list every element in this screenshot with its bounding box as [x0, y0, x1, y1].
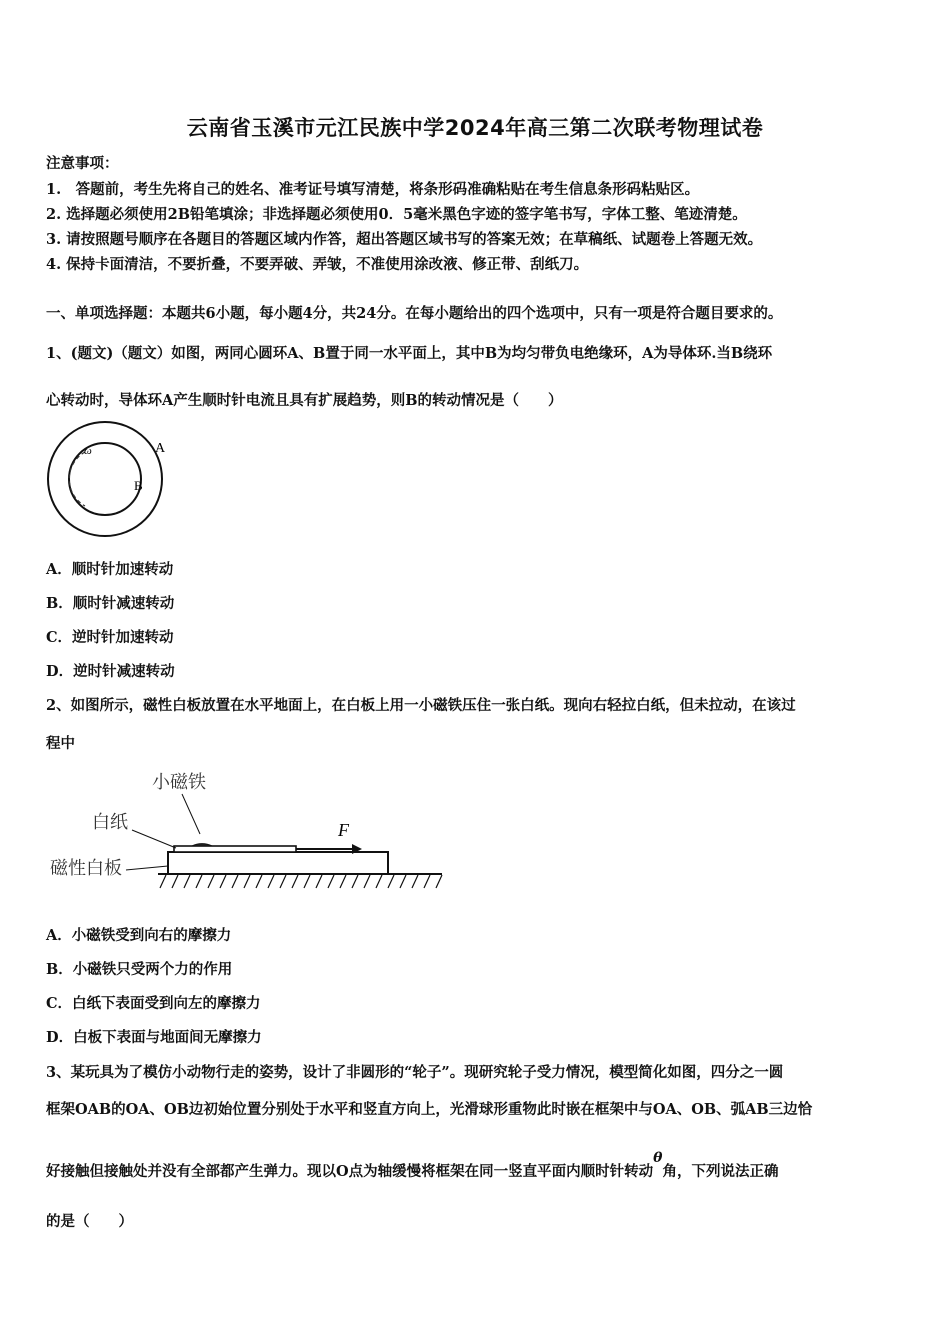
q3-text-line3-start: 好接触但接触处并没有全部都产生弹力。现以O点为轴缓慢将框架在同一竖直平面内顺时针转动: [46, 1163, 654, 1180]
magnet-leader-line: [182, 794, 200, 834]
q1-option-a[interactable]: A．顺时针加速转动: [46, 561, 174, 578]
q2-option-d[interactable]: D．白板下表面与地面间无摩擦力: [46, 1029, 262, 1046]
q1-option-c[interactable]: C．逆时针加速转动: [46, 629, 174, 646]
q3-text-line1: 3、某玩具为了模仿小动物行走的姿势，设计了非圆形的“轮子”。现研究轮子受力情况，模型简化如图，四分之一圆: [46, 1064, 784, 1081]
q2-option-c[interactable]: C．白纸下表面受到向左的摩擦力: [46, 995, 261, 1012]
q3-text-line3: [46, 1150, 779, 1181]
ground-hatch: [160, 875, 442, 888]
force-label: F: [338, 820, 349, 840]
ring-a: [48, 422, 162, 536]
small-magnet: [192, 844, 212, 846]
q1-option-d[interactable]: D．逆时针减速转动: [46, 663, 175, 680]
q1-text-line1: 1、(题文)（题文）如图，两同心圆环A、B置于同一水平面上，其中B为均匀带负电绝缘环，A为导体环.当B绕环: [46, 345, 773, 362]
magnetic-board: [168, 852, 388, 874]
notice-item: 4. 保持卡面清洁，不要折叠，不要弄破、弄皱，不准使用涂改液、修正带、刮纸刀。: [46, 256, 589, 273]
q1-rings-figure: [40, 420, 180, 540]
q3-text-line2: 框架OAB的OA、OB边初始位置分别处于水平和竖直方向上，光滑球形重物此时嵌在框架中与OA、OB、弧AB三边恰: [46, 1101, 813, 1118]
notice-heading: 注意事项：: [46, 155, 119, 172]
q3-text-line4: 的是（ ）: [46, 1213, 133, 1230]
board-label: 磁性白板: [50, 858, 122, 879]
q3-text-line3-end: 角，下列说法正确: [662, 1163, 779, 1180]
notice-item: 1. 答题前，考生先将自己的姓名、准考证号填写清楚，将条形码准确粘贴在考生信息条形码粘贴区。: [46, 181, 700, 198]
q1-text-line2: 心转动时，导体环A产生顺时针电流且具有扩展趋势，则B的转动情况是（ ）: [46, 392, 563, 409]
notice-item: 2. 选择题必须使用2B铅笔填涂；非选择题必须使用0．5毫米黑色字迹的签字笔书写，字体工整、笔迹清楚。: [46, 206, 747, 223]
ring-a-label: A: [155, 441, 166, 456]
rotation-arrow-arc: [69, 452, 85, 506]
white-paper: [174, 846, 296, 852]
paper-leader-line: [132, 830, 176, 848]
q2-text-line2: 程中: [46, 735, 75, 752]
page-title: 云南省玉溪市元江民族中学2024年高三第二次联考物理试卷: [186, 116, 764, 140]
q2-option-b[interactable]: B．小磁铁只受两个力的作用: [46, 961, 233, 978]
q2-option-a[interactable]: A．小磁铁受到向右的摩擦力: [46, 927, 232, 944]
ring-b-label: B: [134, 478, 143, 493]
notice-item: 3. 请按照题号顺序在各题目的答题区域内作答，超出答题区域书写的答案无效；在草稿纸、试题卷上答题无效。: [46, 231, 763, 248]
section-heading: 一、单项选择题：本题共6小题，每小题4分，共24分。在每小题给出的四个选项中，只有一项是符合题目要求的。: [46, 305, 783, 322]
board-leader-line: [126, 866, 168, 870]
q2-whiteboard-figure: [40, 762, 450, 902]
ring-b: [69, 443, 141, 515]
magnet-label: 小磁铁: [152, 772, 206, 793]
q1-option-b[interactable]: B．顺时针减速转动: [46, 595, 175, 612]
theta-symbol: θ: [653, 1150, 663, 1166]
paper-label: 白纸: [92, 812, 128, 833]
omega-label: ω: [84, 445, 92, 457]
q2-text-line1: 2、如图所示，磁性白板放置在水平地面上，在白板上用一小磁铁压住一张白纸。现向右轻拉白纸，但未拉动，在该过: [46, 697, 796, 714]
